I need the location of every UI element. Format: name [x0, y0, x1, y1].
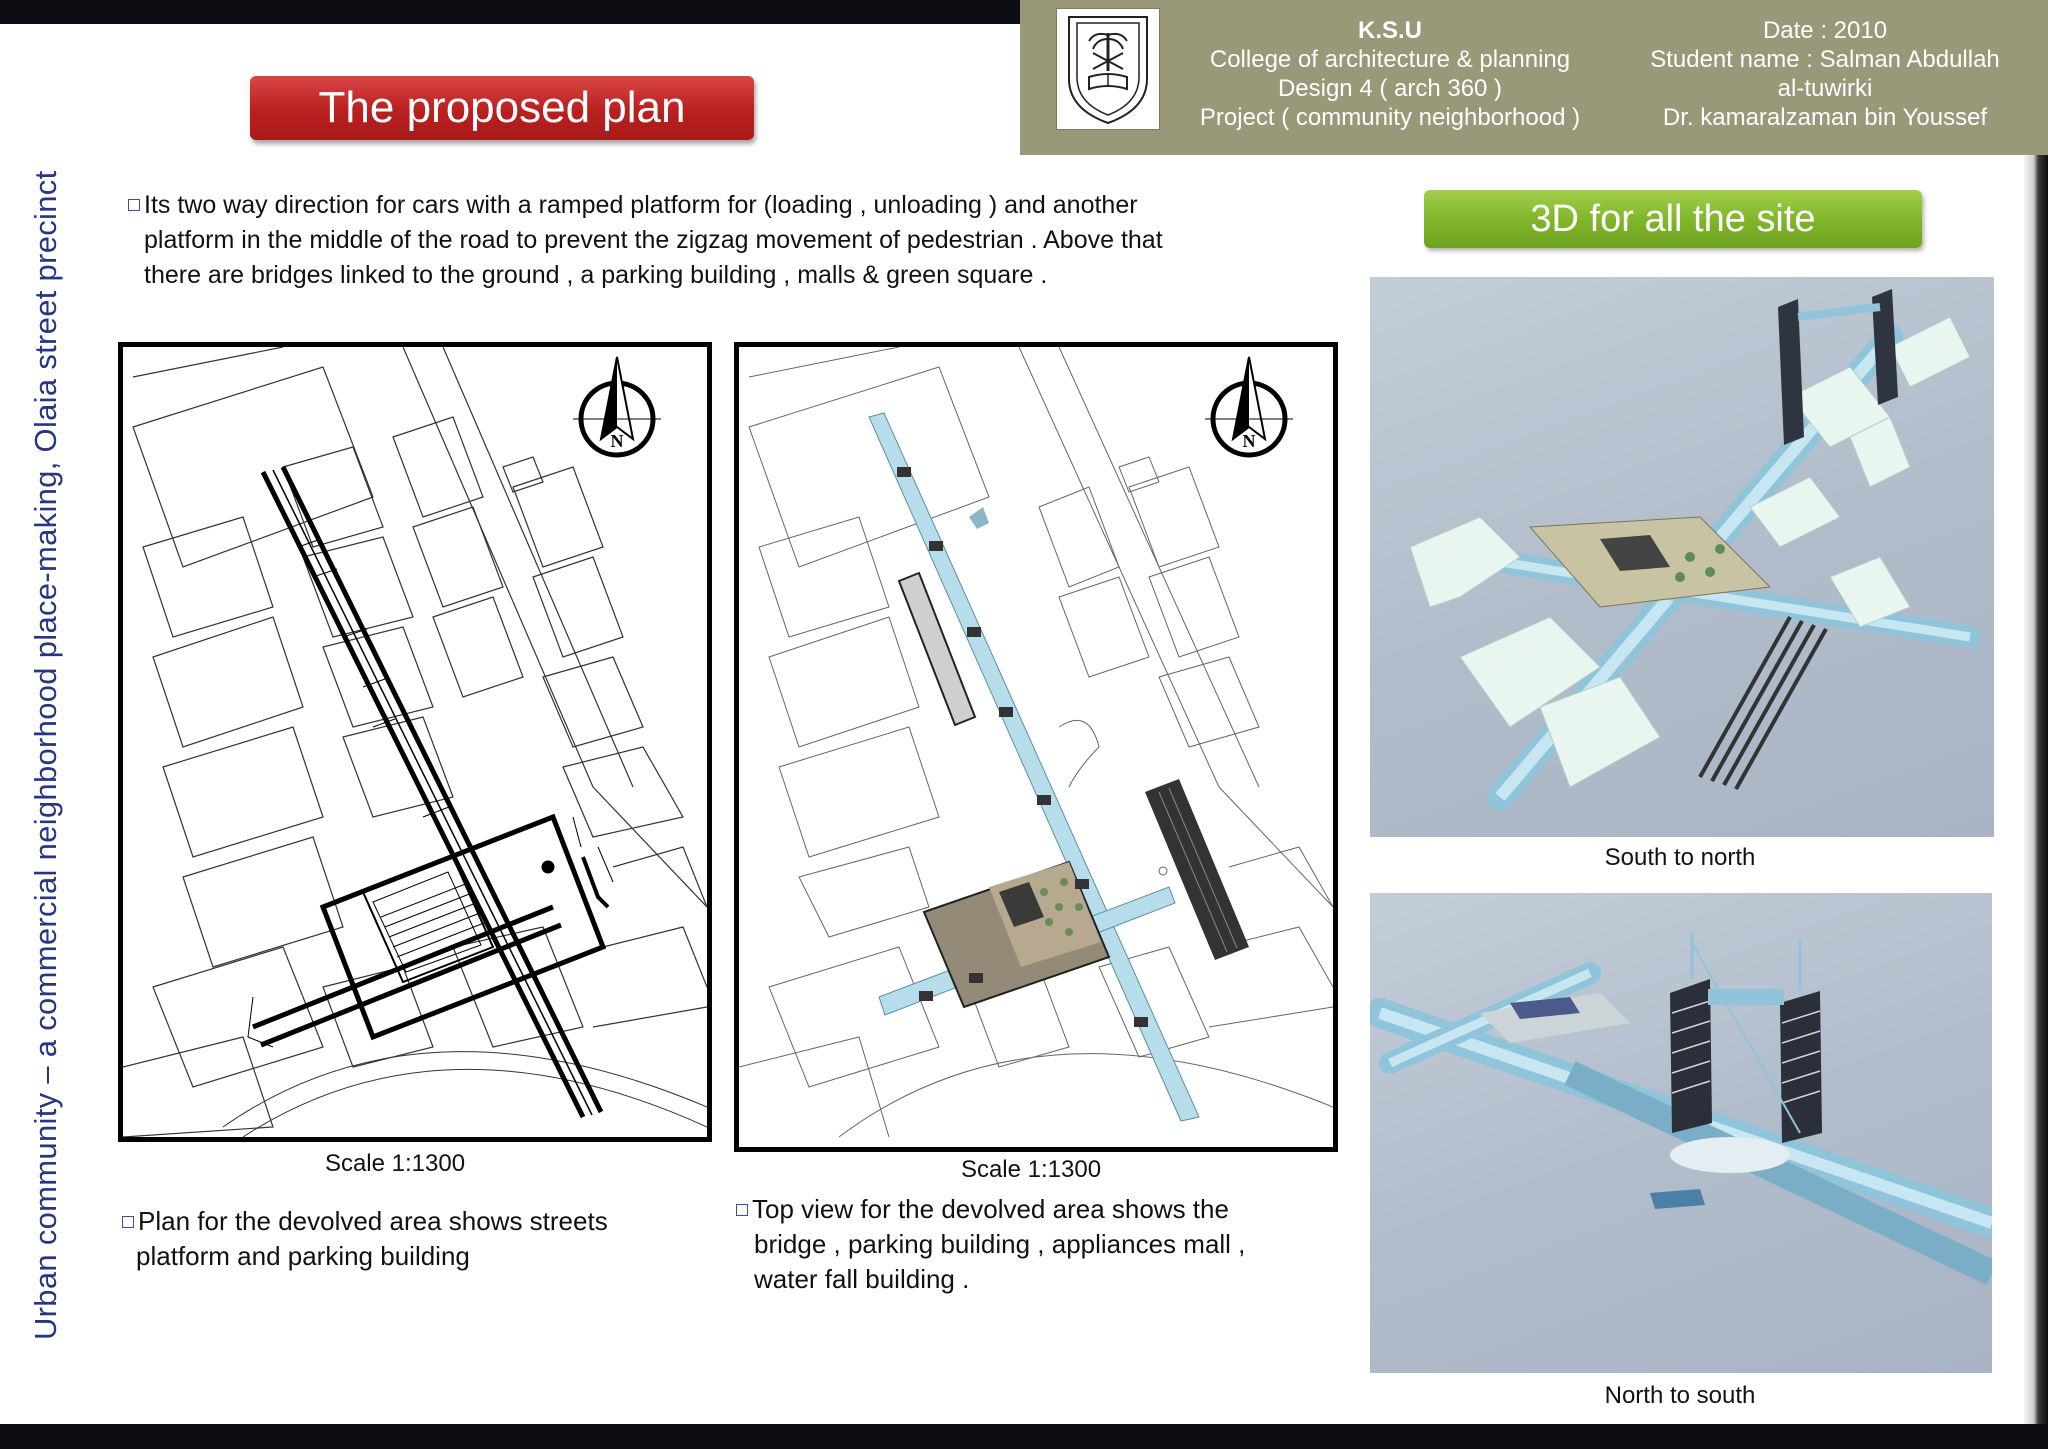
header-date: Date : 2010 [1762, 17, 1888, 44]
svg-text:N: N [610, 431, 624, 451]
render-bottom-caption: North to south [1604, 1382, 1756, 1409]
render-top-caption: South to north [1604, 844, 1756, 871]
header-center-block [1170, 16, 1610, 132]
site-plan-left [118, 342, 712, 1142]
bullet-square-icon [128, 199, 140, 211]
plan-right-scale: Scale 1:1300 [960, 1156, 1102, 1183]
header-college: College of architecture & planning [1209, 46, 1571, 73]
bottom-border-strip [0, 1424, 2048, 1449]
header-right-block [1610, 16, 2040, 132]
plan-left-scale: Scale 1:1300 [324, 1150, 466, 1177]
header-project: Project ( community neighborhood ) [1199, 104, 1581, 131]
header-supervisor: Dr. kamaralzaman bin Youssef [1662, 104, 1988, 131]
side-title: Urban community – a commercial neighborhood place-making, Olaia street precinct [28, 170, 63, 1340]
north-arrow-icon [573, 357, 661, 455]
svg-text:N: N [1242, 431, 1256, 451]
header-student-cont: al-tuwirki [1777, 75, 1873, 102]
intro-line: Its two way direction for cars with a ramped platform for (loading , unloading ) and another [128, 188, 1348, 223]
3d-site-banner: 3D for all the site [1424, 190, 1922, 248]
proposed-plan-banner: The proposed plan [250, 76, 754, 140]
header-university: K.S.U [1357, 17, 1422, 44]
header-course: Design 4 ( arch 360 ) [1277, 75, 1503, 102]
intro-paragraph [128, 188, 1348, 293]
render-north-to-south [1370, 893, 1992, 1373]
plan-left-description: Plan for the devolved area shows streets platform and parking building [122, 1204, 682, 1274]
university-seal-icon [1056, 8, 1160, 130]
right-edge-shadow [2024, 150, 2048, 1424]
plan-right-description: Top view for the devolved area shows the bridge , parking building , appliances mall , water fall building . [736, 1192, 1336, 1297]
bullet-square-icon [736, 1204, 748, 1216]
bullet-square-icon [122, 1216, 134, 1228]
north-arrow-icon [1205, 357, 1293, 455]
site-plan-right [734, 342, 1338, 1152]
intro-line: there are bridges linked to the ground , a parking building , malls & green square . [144, 261, 1048, 289]
header-student: Student name : Salman Abdullah [1650, 46, 2000, 73]
render-south-to-north [1370, 277, 1994, 837]
intro-line: platform in the middle of the road to prevent the zigzag movement of pedestrian . Above that [144, 226, 1163, 254]
